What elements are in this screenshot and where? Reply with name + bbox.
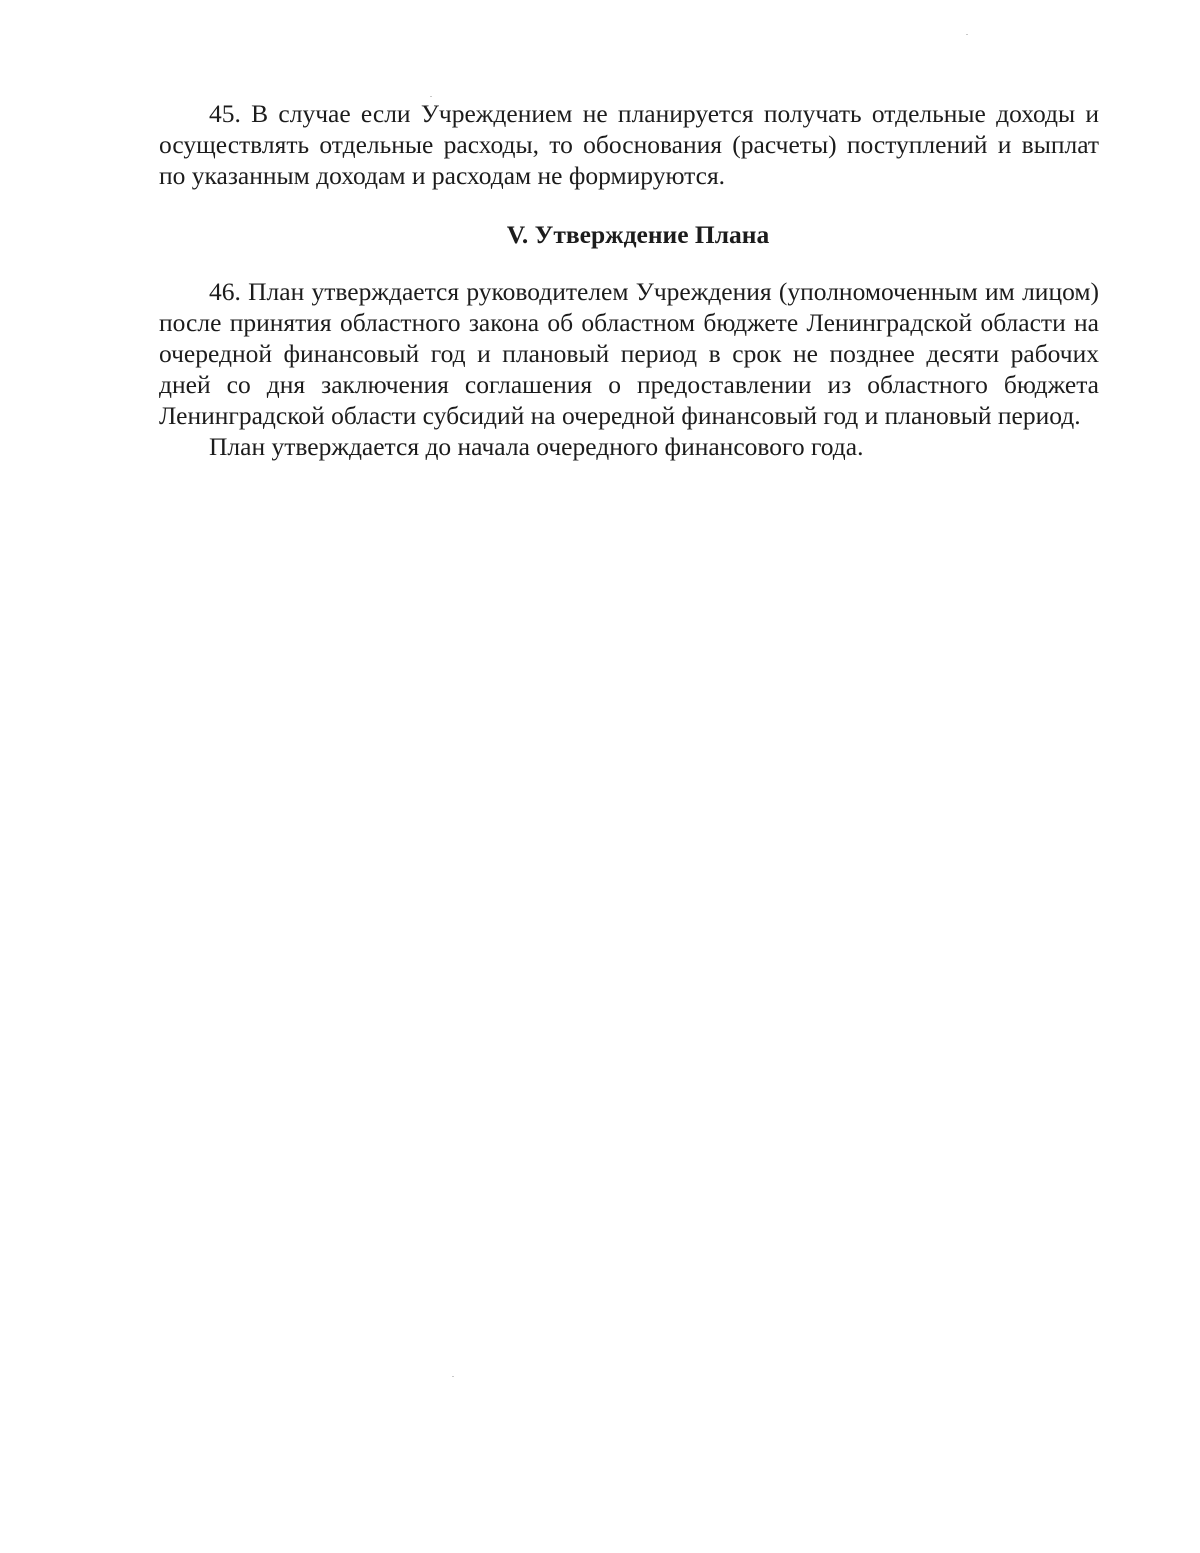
section-heading: V. Утверждение Плана (506, 220, 770, 249)
scan-speck (430, 96, 432, 97)
paragraph-46-continuation: План утверждается до начала очередного финансового года. (209, 432, 864, 461)
scan-speck (452, 1376, 454, 1377)
scan-speck (966, 34, 968, 35)
document-body (159, 98, 1099, 462)
paragraph-46: 46. План утверждается руководителем Учреждения (уполномоченным им лицом) после принятия областного закона об областном бюджете Ленинградской области на очередной финансовый год и плановый период в срок не позднее десяти рабочих дней со дня заключения соглашения о предоставлении из областного бюджета Ленинградской области субсидий на очередной финансовый год и плановый период. (159, 277, 1099, 430)
paragraph-45: 45. В случае если Учреждением не планируется получать отдельные доходы и осуществлять отдельные расходы, то обоснования (расчеты) поступлений и выплат по указанным доходам и расходам не формируются. (159, 99, 1099, 190)
